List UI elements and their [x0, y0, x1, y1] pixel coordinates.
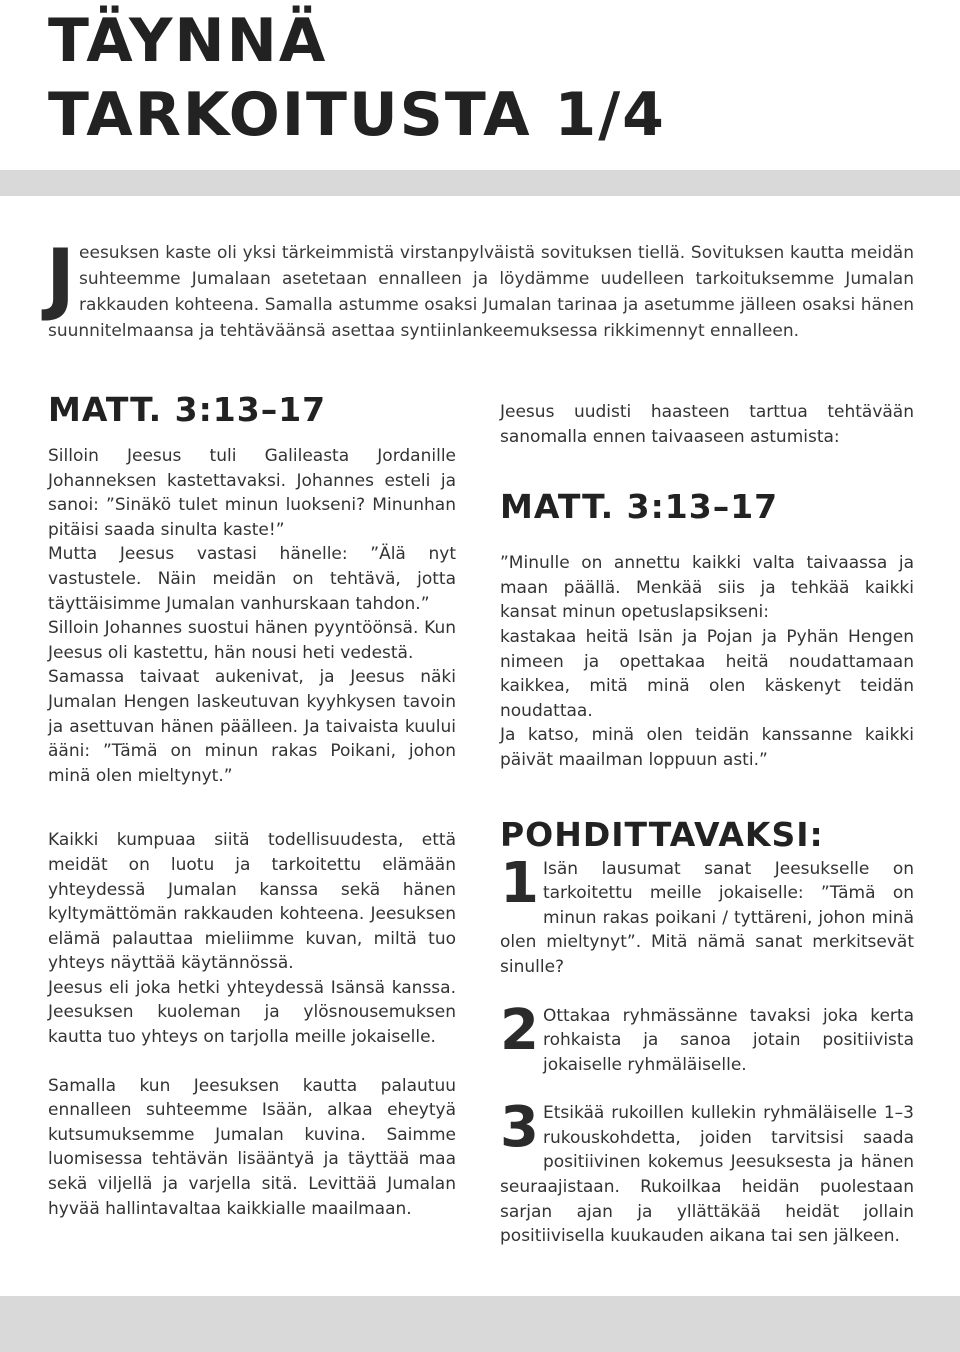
lead-paragraph: Jeesus uudisti haasteen tarttua tehtävään sanomalla ennen taivaaseen astumista: [500, 402, 914, 447]
question-number: 1 [500, 850, 539, 916]
header-divider-band [0, 170, 960, 196]
title-line-2: TARKOITUSTA 1/4 [48, 80, 666, 150]
question-text: Isän lausumat sanat Jeesukselle on tarkoitettu meille jokaiselle: ”Tämä on minun rakas poikani / tyttäreni, johon minä olen mieltynyt”. Mitä nämä sanat merkitsevät sinulle? [500, 858, 914, 977]
title-line-1: TÄYNNÄ [48, 6, 328, 76]
reflection-heading: POHDITTAVAKSI: [500, 814, 824, 854]
scripture-heading-left: MATT. 3:13–17 [48, 390, 327, 429]
question-item [500, 1095, 914, 1249]
intro-text: eesuksen kaste oli yksi tärkeimmistä virstanpylväistä sovituksen tiellä. Sovituksen kautta meidän suhteemme Jumalaan asetetaan ennalleen ja löydämme uudelleen tarkoituksemme Jumalan rakkauden kohteena. Samalla astumme osaksi Jumalan tarinaa ja asetumme jälleen osaksi hänen suunnitelmaansa ja tehtäväänsä asettaa syntiinlankeemuksessa rikkimennyt ennalleen. [48, 243, 914, 341]
left-column [48, 388, 456, 1221]
page-title [48, 4, 666, 152]
scripture-paragraph: Samassa taivaat aukenivat, ja Jeesus näki Jumalan Hengen laskeutuvan kyyhkysen tavoin ja asettuvan hänen päälleen. Ja taivaista kuului ääni: ”Tämä on minun rakas Poikani, johon minä olen mieltynyt.” [48, 667, 456, 786]
scripture-paragraph: Mutta Jeesus vastasi hänelle: ”Älä nyt vastustele. Näin meidän on tehtävä, jotta täyttäisimme Jumalan vanhurskaan tahdon.” [48, 544, 456, 614]
question-number: 3 [500, 1095, 539, 1161]
scripture-paragraph: Ja katso, minä olen teidän kanssanne kaikki päivät maailman loppuun asti.” [500, 725, 914, 770]
scripture-paragraph: Silloin Jeesus tuli Galileasta Jordanille Johanneksen kastettavaksi. Johannes esteli ja sanoi: ”Sinäkö tulet minun luokseni? Minunhan pitäisi saada sinulta kaste!” [48, 446, 456, 540]
scripture-paragraph: ”Minulle on annettu kaikki valta taivaassa ja maan päällä. Menkää siis ja tehkää kaikki kansat minun opetuslapsikseni: [500, 553, 914, 623]
right-column [500, 400, 914, 1249]
scripture-paragraph: kastakaa heitä Isän ja Pojan ja Pyhän Hengen nimeen ja opettakaa heitä noudattamaan kaikkea, mitä minä olen käskenyt teidän noudattaa. [500, 626, 914, 721]
body-paragraph: Samalla kun Jeesuksen kautta palautuu ennalleen suhteemme Isään, alkaa eheytyä kutsumuksemme Jumalan kuvina. Saimme luomisessa tehtävän lisääntyä ja täyttää maa sekä viljellä ja varjella sitä. Levittää Jumalan hyvää hallintavaltaa kaikkialle maailmaan. [48, 1075, 456, 1219]
intro-dropcap: J [46, 234, 76, 324]
body-paragraph: Kaikki kumpuaa siitä todellisuudesta, että meidät on luotu ja tarkoitettu elämään yhteydessä Jumalan kanssa sekä hänen kyltymättömän rakkauden kohteena. Jeesuksen elämä palauttaa mieliimme kuvan, miltä tuo yhteys näyttää käytännössä. [48, 830, 456, 974]
question-text: Etsikää rukoillen kullekin ryhmäläiselle 1–3 rukouskohdetta, joiden tarvitsisi saada positiivinen kokemus Jeesuksesta ja hänen seuraajistaan. Rukoilkaa heidän puolestaan sarjan ajan ja yllättäkää heidät jollain positiivisella kuukauden aikana tai sen jälkeen. [500, 1103, 914, 1247]
scripture-paragraph: Silloin Johannes suostui hänen pyyntöönsä. Kun Jeesus oli kastettu, hän nousi heti vedestä. [48, 618, 456, 663]
intro-paragraph [46, 234, 914, 344]
question-number: 2 [500, 997, 539, 1063]
question-item [500, 997, 914, 1078]
footer-band [0, 1296, 960, 1352]
scripture-heading-right: MATT. 3:13–17 [500, 487, 779, 527]
body-paragraph: Jeesus eli joka hetki yhteydessä Isänsä kanssa. Jeesuksen kuoleman ja ylösnousemuksen kautta tuo yhteys on tarjolla meille jokaiselle. [48, 977, 456, 1048]
question-text: Ottakaa ryhmässänne tavaksi joka kerta rohkaista ja sanoa jotain positiivista jokaiselle ryhmäläiselle. [542, 1005, 914, 1075]
question-item [500, 850, 914, 980]
